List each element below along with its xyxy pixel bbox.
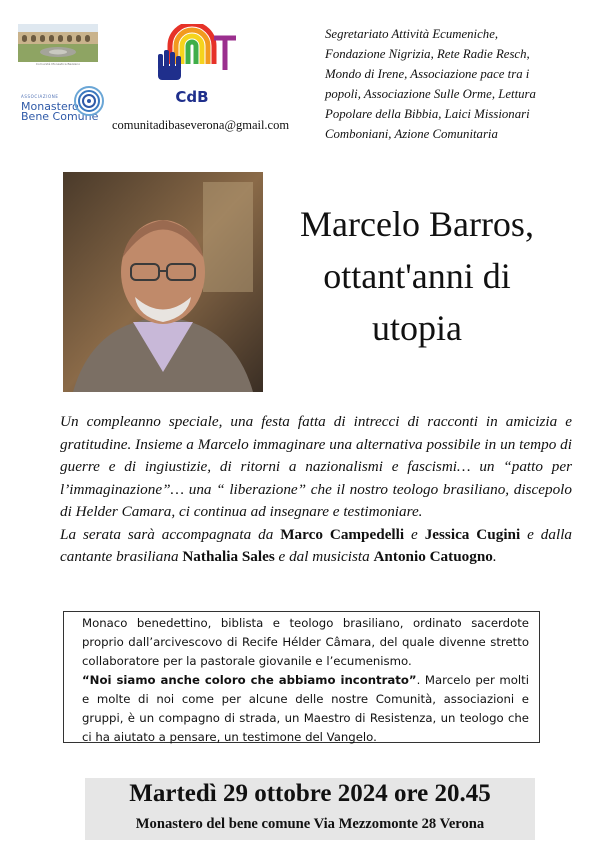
intro-text (60, 411, 572, 569)
organizer-line: popoli, Associazione Sulle Orme, Lettura (325, 87, 536, 101)
guest-name: Nathalia Sales (182, 548, 275, 565)
intro-paragraph: Un compleanno speciale, una festa fatta di intrecci di racconti in amicizia e gratitudine. Insieme a Marcelo immaginare una alternativa possibile in un tempo di guerre e di ingiustizie, di ritorni a nazionalismi e fascismi… un “patto per l’immaginazione”… una “ liberazione” che il nostro teologo brasiliano, discepolo di Helder Camara, ci continua ad insegnare e testimoniare. (60, 413, 572, 520)
guests-paragraph: La serata sarà accompagnata da Marco Campedelli e Jessica Cugini e dalla cantante brasiliana Nathalia Sales e dal musicista Antonio Catuogno. (60, 525, 573, 565)
event-title (268, 198, 566, 354)
bio-text: Monaco benedettino, biblista e teologo brasiliano, ordinato sacerdote proprio dall’arcivescovo di Recife Hélder Câmara, del quale divenne stretto collaboratore per la pastorale giovanile e l’ecumenismo. “Noi siamo anche coloro che abbiamo incontrato”. Marcelo per molti e molte di noi come per alcune delle nostre Comunità, associazioni e gruppi, è un compagno di strada, un Maestro di Resistenza, un teologo che ci ha aiutato a pensare, un testimone del Vangelo. (82, 616, 529, 744)
biography-box (63, 611, 540, 743)
bene-logo-line1: Monastero (21, 100, 79, 113)
title-line: utopia (372, 308, 462, 348)
organizer-line: Popolare della Bibbia, Laici Missionari (325, 107, 530, 121)
cdb-rainbow-hand-logo (150, 24, 240, 86)
organizer-line: Segretariato Attività Ecumeniche, (325, 27, 499, 41)
bene-spiral-icon (72, 84, 106, 118)
organizer-line: Mondo di Irene, Associazione pace tra i (325, 67, 530, 81)
event-place: Monastero del bene comune Via Mezzomonte 28 Verona (135, 816, 485, 832)
organizers-list (325, 24, 587, 144)
contact-email[interactable]: comunitadibaseverona@gmail.com (112, 118, 290, 132)
organizer-line: Comboniani, Azione Comunitaria (325, 127, 498, 141)
title-line: Marcelo Barros, (300, 204, 534, 244)
organizer-line: Fondazione Nigrizia, Rete Radie Resch, (325, 47, 530, 61)
monastery-caption: Comunità Monastica Bazzano (35, 62, 81, 66)
guest-name: Jessica Cugini (424, 525, 521, 543)
guest-name: Marco Campedelli (280, 525, 405, 543)
guest-name: Antonio Catuogno (373, 548, 493, 565)
bio-quote: “Noi siamo anche coloro che abbiamo incontrato” (82, 673, 417, 687)
bene-logo-small: ASSOCIAZIONE (21, 94, 59, 99)
title-line: ottant'anni di (323, 256, 511, 296)
cdb-label: CdB (175, 88, 209, 106)
monastery-photo-logo (18, 24, 98, 62)
marcelo-barros-portrait (63, 172, 263, 392)
bene-logo-line2: Bene Comune (21, 110, 99, 123)
event-date: Martedì 29 ottobre 2024 ore 20.45 (129, 780, 491, 807)
